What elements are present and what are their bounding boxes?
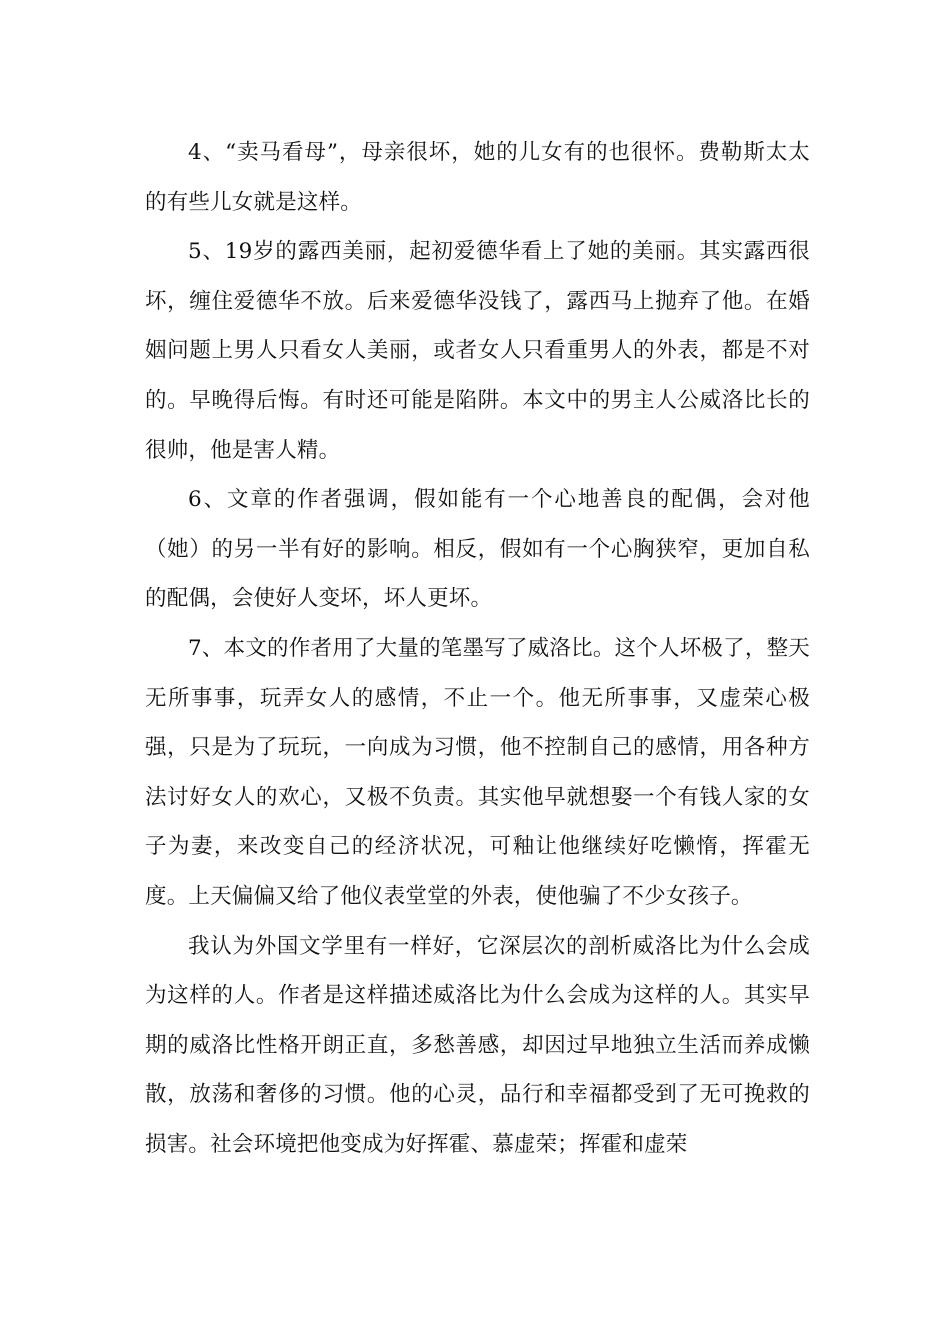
paragraph-5: 5、19岁的露西美丽，起初爱德华看上了她的美丽。其实露西很坏，缠住爱德华不放。后来爱德华没钱了，露西马上抛弃了他。在婚姻问题上男人只看女人美丽，或者女人只看重男人的外表，都是不对的。早晚得后悔。有时还可能是陷阱。本文中的男主人公威洛比长的很帅，他是害人精。 xyxy=(145,239,810,463)
paragraph-opinion: 我认为外国文学里有一样好，它深层次的剖析威洛比为什么会成为这样的人。作者是这样描述威洛比为什么会成为这样的人。其实早期的威洛比性格开朗正直，多愁善感，却因过早地独立生活而养成懒散，放荡和奢侈的习惯。他的心灵，品行和幸福都受到了无可挽救的损害。社会环境把他变成为好挥霍、慕虚荣；挥霍和虚荣 xyxy=(145,933,810,1157)
paragraph-4: 4、“卖马看母”，母亲很坏，她的儿女有的也很怀。费勒斯太太的有些儿女就是这样。 xyxy=(145,140,810,215)
paragraph-6: 6、文章的作者强调，假如能有一个心地善良的配偶，会对他（她）的另一半有好的影响。相反，假如有一个心胸狭窄，更加自私的配偶，会使好人变坏，坏人更坏。 xyxy=(145,487,810,612)
document-body xyxy=(145,128,810,1169)
paragraph-7: 7、本文的作者用了大量的笔墨写了威洛比。这个人坏极了，整天无所事事，玩弄女人的感情，不止一个。他无所事事，又虚荣心极强，只是为了玩玩，一向成为习惯，他不控制自己的感情，用各种方法讨好女人的欢心，又极不负责。其实他早就想娶一个有钱人家的女子为妻，来改变自己的经济状况，可釉让他继续好吃懒惰，挥霍无度。上天偏偏又给了他仪表堂堂的外表，使他骗了不少女孩子。 xyxy=(145,635,810,909)
